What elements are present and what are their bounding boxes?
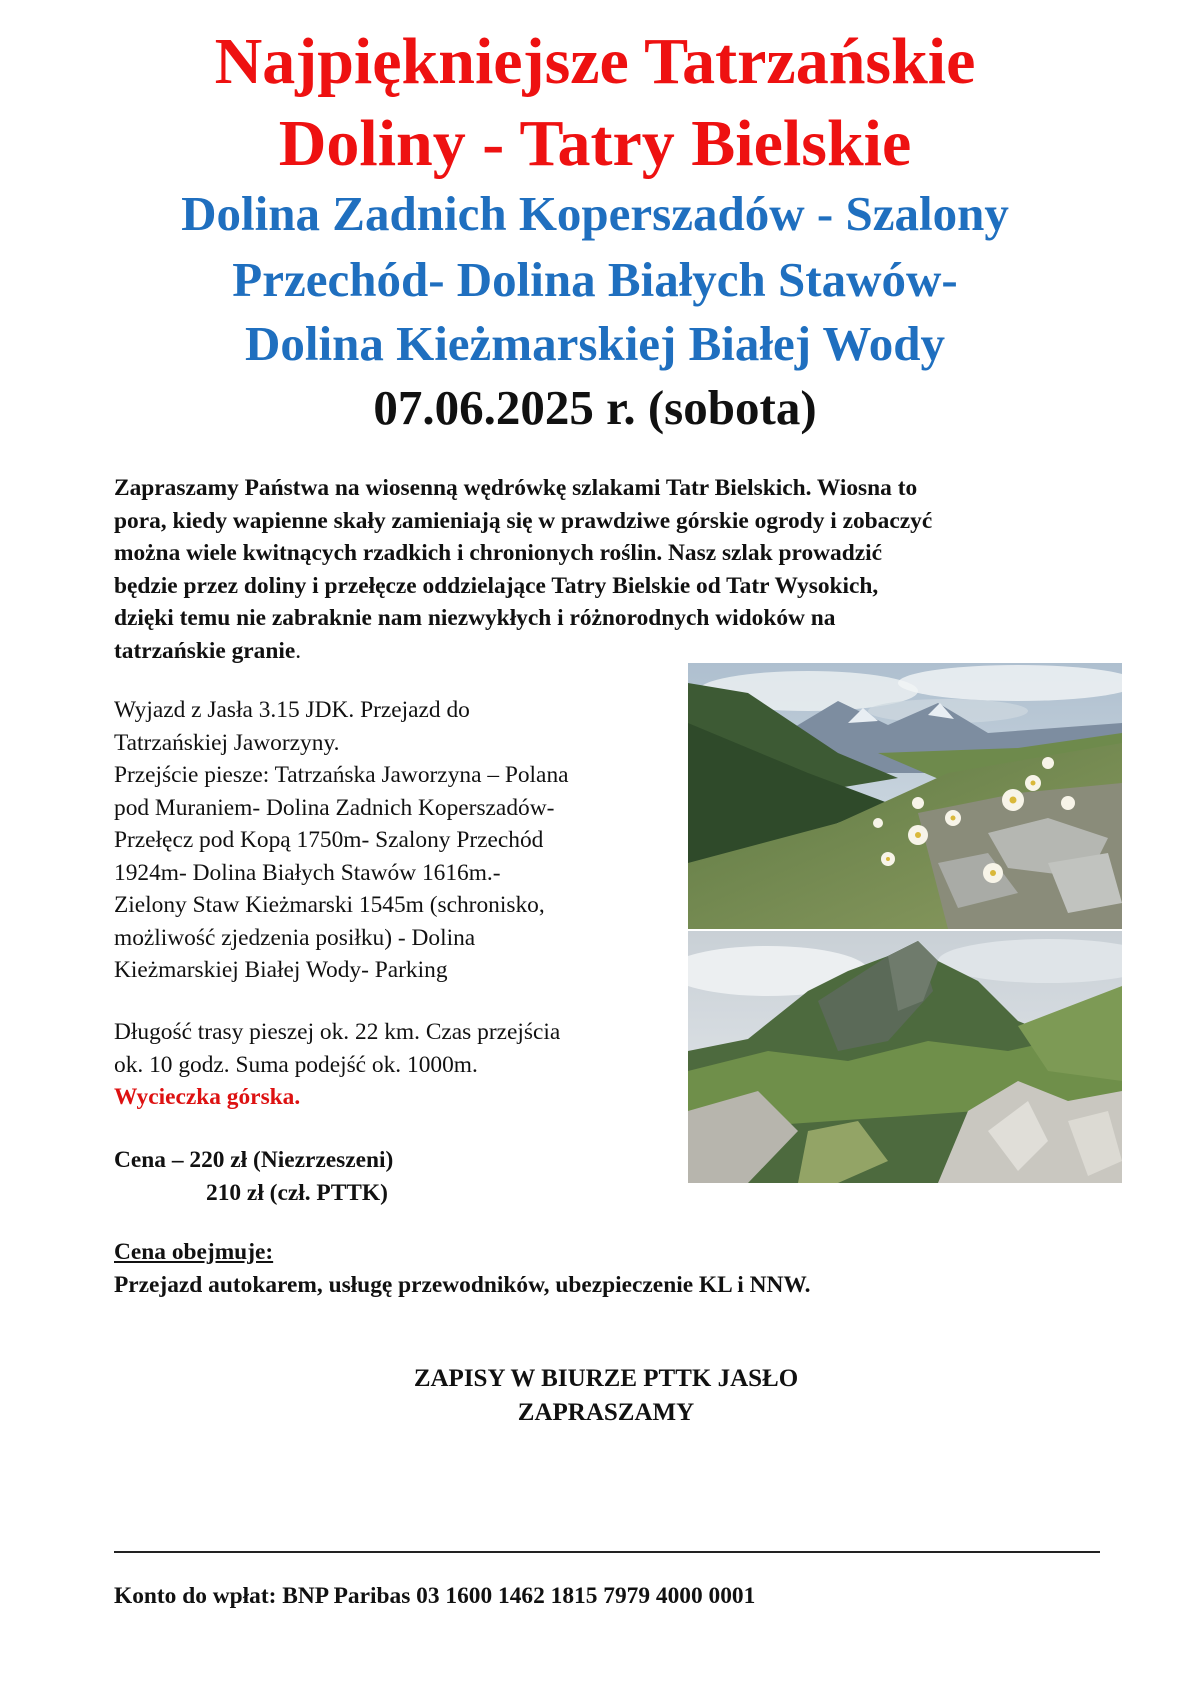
intro-paragraph xyxy=(114,472,1114,667)
price-members: 210 zł (czł. PTTK) xyxy=(206,1179,388,1206)
trip-date: 07.06.2025 r. (sobota) xyxy=(373,380,817,435)
route-line: Przełęcz pod Kopą 1750m- Szalony Przechód xyxy=(114,827,544,853)
route-line: możliwość zjedzenia posiłku) - Dolina xyxy=(114,924,476,951)
footer-divider xyxy=(114,1551,1100,1553)
price-includes-text: Przejazd autokarem, usługę przewodników, ubezpieczenie KL i NNW. xyxy=(114,1271,811,1298)
route-line: Zielony Staw Kieżmarski 1545m (schronisko, xyxy=(114,892,545,918)
length-line-1: Długość trasy pieszej ok. 22 km. Czas przejścia xyxy=(114,1019,561,1045)
intro-line: można wiele kwitnących rzadkich i chronionych roślin. Nasz szlak prowadzić xyxy=(114,540,883,566)
intro-line: dzięki temu nie zabraknie nam niezwykłych i różnorodnych widoków na xyxy=(114,605,836,631)
route-line: 1924m- Dolina Białych Stawów 1616m.- xyxy=(114,859,501,886)
price-non-members: Cena – 220 zł (Niezrzeszeni) xyxy=(114,1147,394,1173)
price-includes xyxy=(114,1236,811,1301)
signup-line-2: ZAPRASZAMY xyxy=(517,1399,695,1426)
signup-line-1: ZAPISY W BIURZE PTTK JASŁO xyxy=(413,1365,799,1392)
subtitle-line-1: Dolina Zadnich Koperszadów - Szalony xyxy=(181,186,1009,241)
route-line: Wyjazd z Jasła 3.15 JDK. Przejazd do xyxy=(114,697,470,723)
bank-account: Konto do wpłat: BNP Paribas 03 1600 1462 1815 7979 4000 0001 xyxy=(114,1583,756,1609)
intro-trailing-period: . xyxy=(295,637,302,664)
signup-notice xyxy=(0,1362,1190,1430)
mountain-trip-warning: Wycieczka górska. xyxy=(114,1084,301,1110)
route-description xyxy=(114,694,674,987)
subtitle-line-3: Dolina Kieżmarskiej Białej Wody xyxy=(244,316,946,371)
photo-rocky-ridge xyxy=(688,931,1122,1183)
price-includes-heading: Cena obejmuje: xyxy=(114,1239,274,1265)
trip-length-info xyxy=(114,1016,674,1114)
subtitle-line-2: Przechód- Dolina Białych Stawów- xyxy=(232,252,958,307)
main-title-line-2: Doliny - Tatry Bielskie xyxy=(278,107,912,180)
route-line: pod Muraniem- Dolina Zadnich Koperszadów- xyxy=(114,794,555,821)
photo-valley-flowers xyxy=(688,663,1122,929)
main-title-line-1: Najpiękniejsze Tatrzańskie xyxy=(214,25,976,98)
intro-line: Zapraszamy Państwa na wiosenną wędrówkę szlakami Tatr Bielskich. Wiosna to xyxy=(114,475,918,501)
intro-line-text: tatrzańskie granie xyxy=(114,637,296,664)
intro-line: pora, kiedy wapienne skały zamieniają się w prawdziwe górskie ogrody i zobaczyć xyxy=(114,507,933,534)
intro-line: będzie przez doliny i przełęcze oddzielające Tatry Bielskie od Tatr Wysokich, xyxy=(114,572,879,599)
route-line: Kieżmarskiej Białej Wody- Parking xyxy=(114,957,448,983)
length-line-2: ok. 10 godz. Suma podejść ok. 1000m. xyxy=(114,1051,478,1078)
route-line: Tatrzańskiej Jaworzyny. xyxy=(114,729,340,756)
route-line: Przejście piesze: Tatrzańska Jaworzyna – Polana xyxy=(114,762,569,788)
price-block xyxy=(114,1144,393,1209)
